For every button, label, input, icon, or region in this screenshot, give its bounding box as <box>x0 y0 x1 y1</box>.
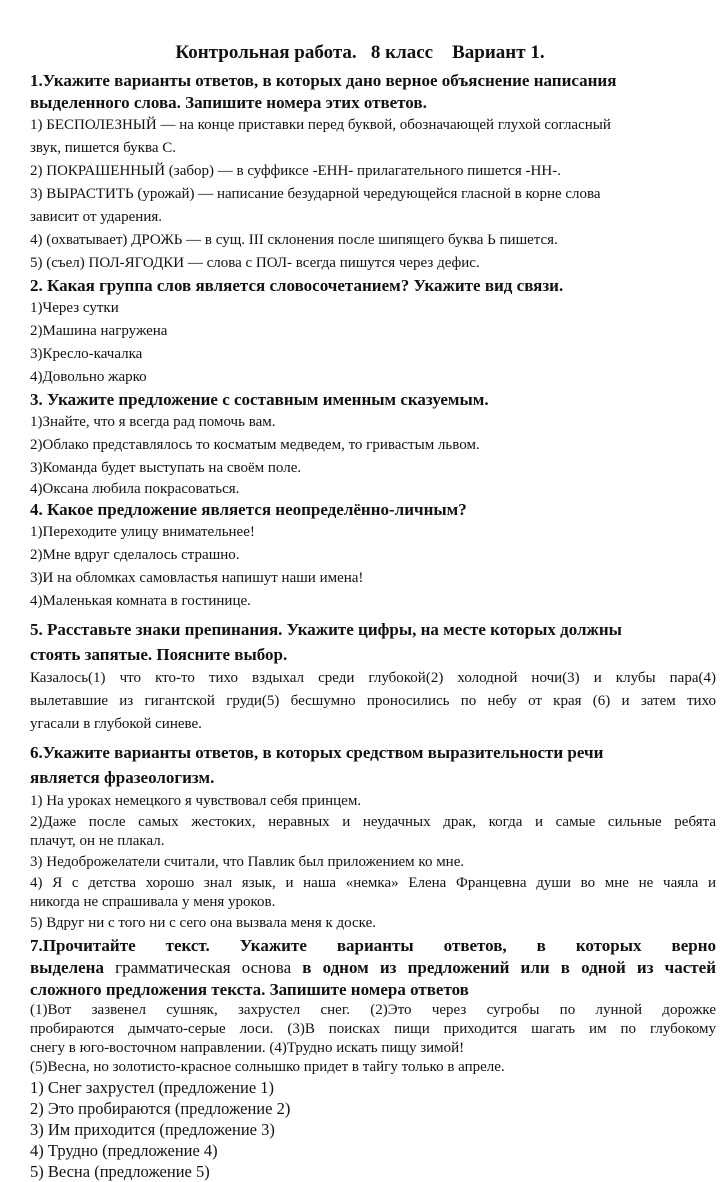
answer-option: 4) (охватывает) ДРОЖЬ — в сущ. III склонения после шипящего буква Ь пишется. <box>30 232 558 248</box>
question-4 <box>30 499 716 613</box>
question-7-title-bold: в одном из предложений или в одной из частей <box>302 958 716 977</box>
answer-option: 3) Им приходится (предложение 3) <box>30 1120 275 1139</box>
answer-option: 3)Кресло-качалка <box>30 346 143 362</box>
question-7-title-line: сложного предложения текста. Запишите номера ответов <box>30 980 469 999</box>
question-5-text-line: вылетавшие из гигантской груди(5) бесшумно проносились по небу от края (6) и затем тихо <box>30 693 716 709</box>
answer-option: звук, пишется буква С. <box>30 140 176 156</box>
answer-option: 2)Мне вдруг сделалось страшно. <box>30 547 240 563</box>
question-5-text-line: Казалось(1) что кто-то тихо вздыхал среди глубокой(2) холодной ночи(3) и клубы пара(4) <box>30 670 716 686</box>
question-3-title: 3. Укажите предложение с составным именным сказуемым. <box>30 390 489 409</box>
answer-option: 4)Довольно жарко <box>30 369 147 385</box>
question-7-title-line <box>30 957 716 979</box>
question-7 <box>30 935 716 1182</box>
answer-option: 4)Маленькая комната в гостинице. <box>30 593 251 609</box>
answer-option: 4)Оксана любила покрасоваться. <box>30 481 240 497</box>
answer-option: 3) Недоброжелатели считали, что Павлик был приложением ко мне. <box>30 854 465 870</box>
question-7-title-normal: грамматическая основа <box>103 958 303 977</box>
answer-option: 5) (съел) ПОЛ-ЯГОДКИ — слова с ПОЛ- всегда пишутся через дефис. <box>30 255 480 271</box>
answer-option: 2)Даже после самых жестоких, неравных и неудачных драк, когда и самые сильные ребята <box>30 814 716 830</box>
answer-option: 5) Весна (предложение 5) <box>30 1162 210 1181</box>
answer-option: зависит от ударения. <box>30 209 162 225</box>
question-6 <box>30 740 716 935</box>
answer-option: 2) ПОКРАШЕННЫЙ (забор) — в суффиксе -ЕНН- прилагательного пишется -НН-. <box>30 163 561 179</box>
question-7-title-bold: выделена <box>30 958 104 977</box>
answer-option: 3)Команда будет выступать на своём поле. <box>30 460 302 476</box>
question-7-text-line: (1)Вот зазвенел сушняк, захрустел снег. (2)Это через сугробы по лунной дорожке <box>30 1002 716 1018</box>
answer-option: 4) Я с детства хорошо знал язык, и наша «немка» Елена Францевна души во мне не чаяла и <box>30 875 716 891</box>
answer-option: 1)Переходите улицу внимательнее! <box>30 524 255 540</box>
question-7-title-line: 7.Прочитайте текст. Укажите варианты ответов, в которых верно <box>30 936 716 955</box>
page-title: Контрольная работа. 8 класс Вариант 1. <box>175 42 545 63</box>
question-7-text-line: пробираются дымчато-серые лоси. (3)В поисках пищи приходится шагать им по глубокому <box>30 1021 716 1037</box>
question-5-text-line: угасали в глубокой синеве. <box>30 716 202 732</box>
question-5-title-line: 5. Расставьте знаки препинания. Укажите цифры, на месте которых должны <box>30 620 622 639</box>
question-4-title: 4. Какое предложение является неопределённо-личным? <box>30 500 467 519</box>
answer-option: плачут, он не плакал. <box>30 833 165 849</box>
question-6-title-line: 6.Укажите варианты ответов, в которых средством выразительности речи <box>30 743 604 762</box>
question-5 <box>30 617 716 736</box>
answer-option: 1)Через сутки <box>30 300 119 316</box>
document-body <box>30 70 716 1182</box>
question-7-text-line: (5)Весна, но золотисто-красное солнышко придет в тайгу только в апреле. <box>30 1059 505 1075</box>
question-5-title-line: стоять запятые. Поясните выбор. <box>30 645 288 664</box>
answer-option: 5) Вдруг ни с того ни с сего она вызвала меня к доске. <box>30 915 376 931</box>
question-1-title-line: выделенного слова. Запишите номера этих ответов. <box>30 93 427 112</box>
answer-option: никогда не спрашивала у меня уроков. <box>30 894 276 910</box>
question-2 <box>30 275 716 389</box>
answer-option: 1)Знайте, что я всегда рад помочь вам. <box>30 414 276 430</box>
answer-option: 1) БЕСПОЛЕЗНЫЙ — на конце приставки перед буквой, обозначающей глухой согласный <box>30 117 611 133</box>
answer-option: 2)Машина нагружена <box>30 323 168 339</box>
question-6-title-line: является фразеологизм. <box>30 768 215 787</box>
answer-option: 1) На уроках немецкого я чувствовал себя принцем. <box>30 793 362 809</box>
answer-option: 2) Это пробираются (предложение 2) <box>30 1099 291 1118</box>
question-1 <box>30 70 716 275</box>
answer-option: 1) Снег захрустел (предложение 1) <box>30 1078 275 1097</box>
question-1-title-line: 1.Укажите варианты ответов, в которых дано верное объяснение написания <box>30 71 617 90</box>
answer-option: 3) ВЫРАСТИТЬ (урожай) — написание безударной чередующейся гласной в корне слова <box>30 186 601 202</box>
answer-option: 3)И на обломках самовластья напишут наши имена! <box>30 570 364 586</box>
question-3 <box>30 389 716 499</box>
answer-option: 4) Трудно (предложение 4) <box>30 1141 218 1160</box>
question-7-text-line: снегу в юго-восточном направлении. (4)Трудно искать пищу зимой! <box>30 1040 465 1056</box>
question-2-title: 2. Какая группа слов является словосочетанием? Укажите вид связи. <box>30 276 564 295</box>
answer-option: 2)Облако представлялось то косматым медведем, то гривастым львом. <box>30 437 480 453</box>
